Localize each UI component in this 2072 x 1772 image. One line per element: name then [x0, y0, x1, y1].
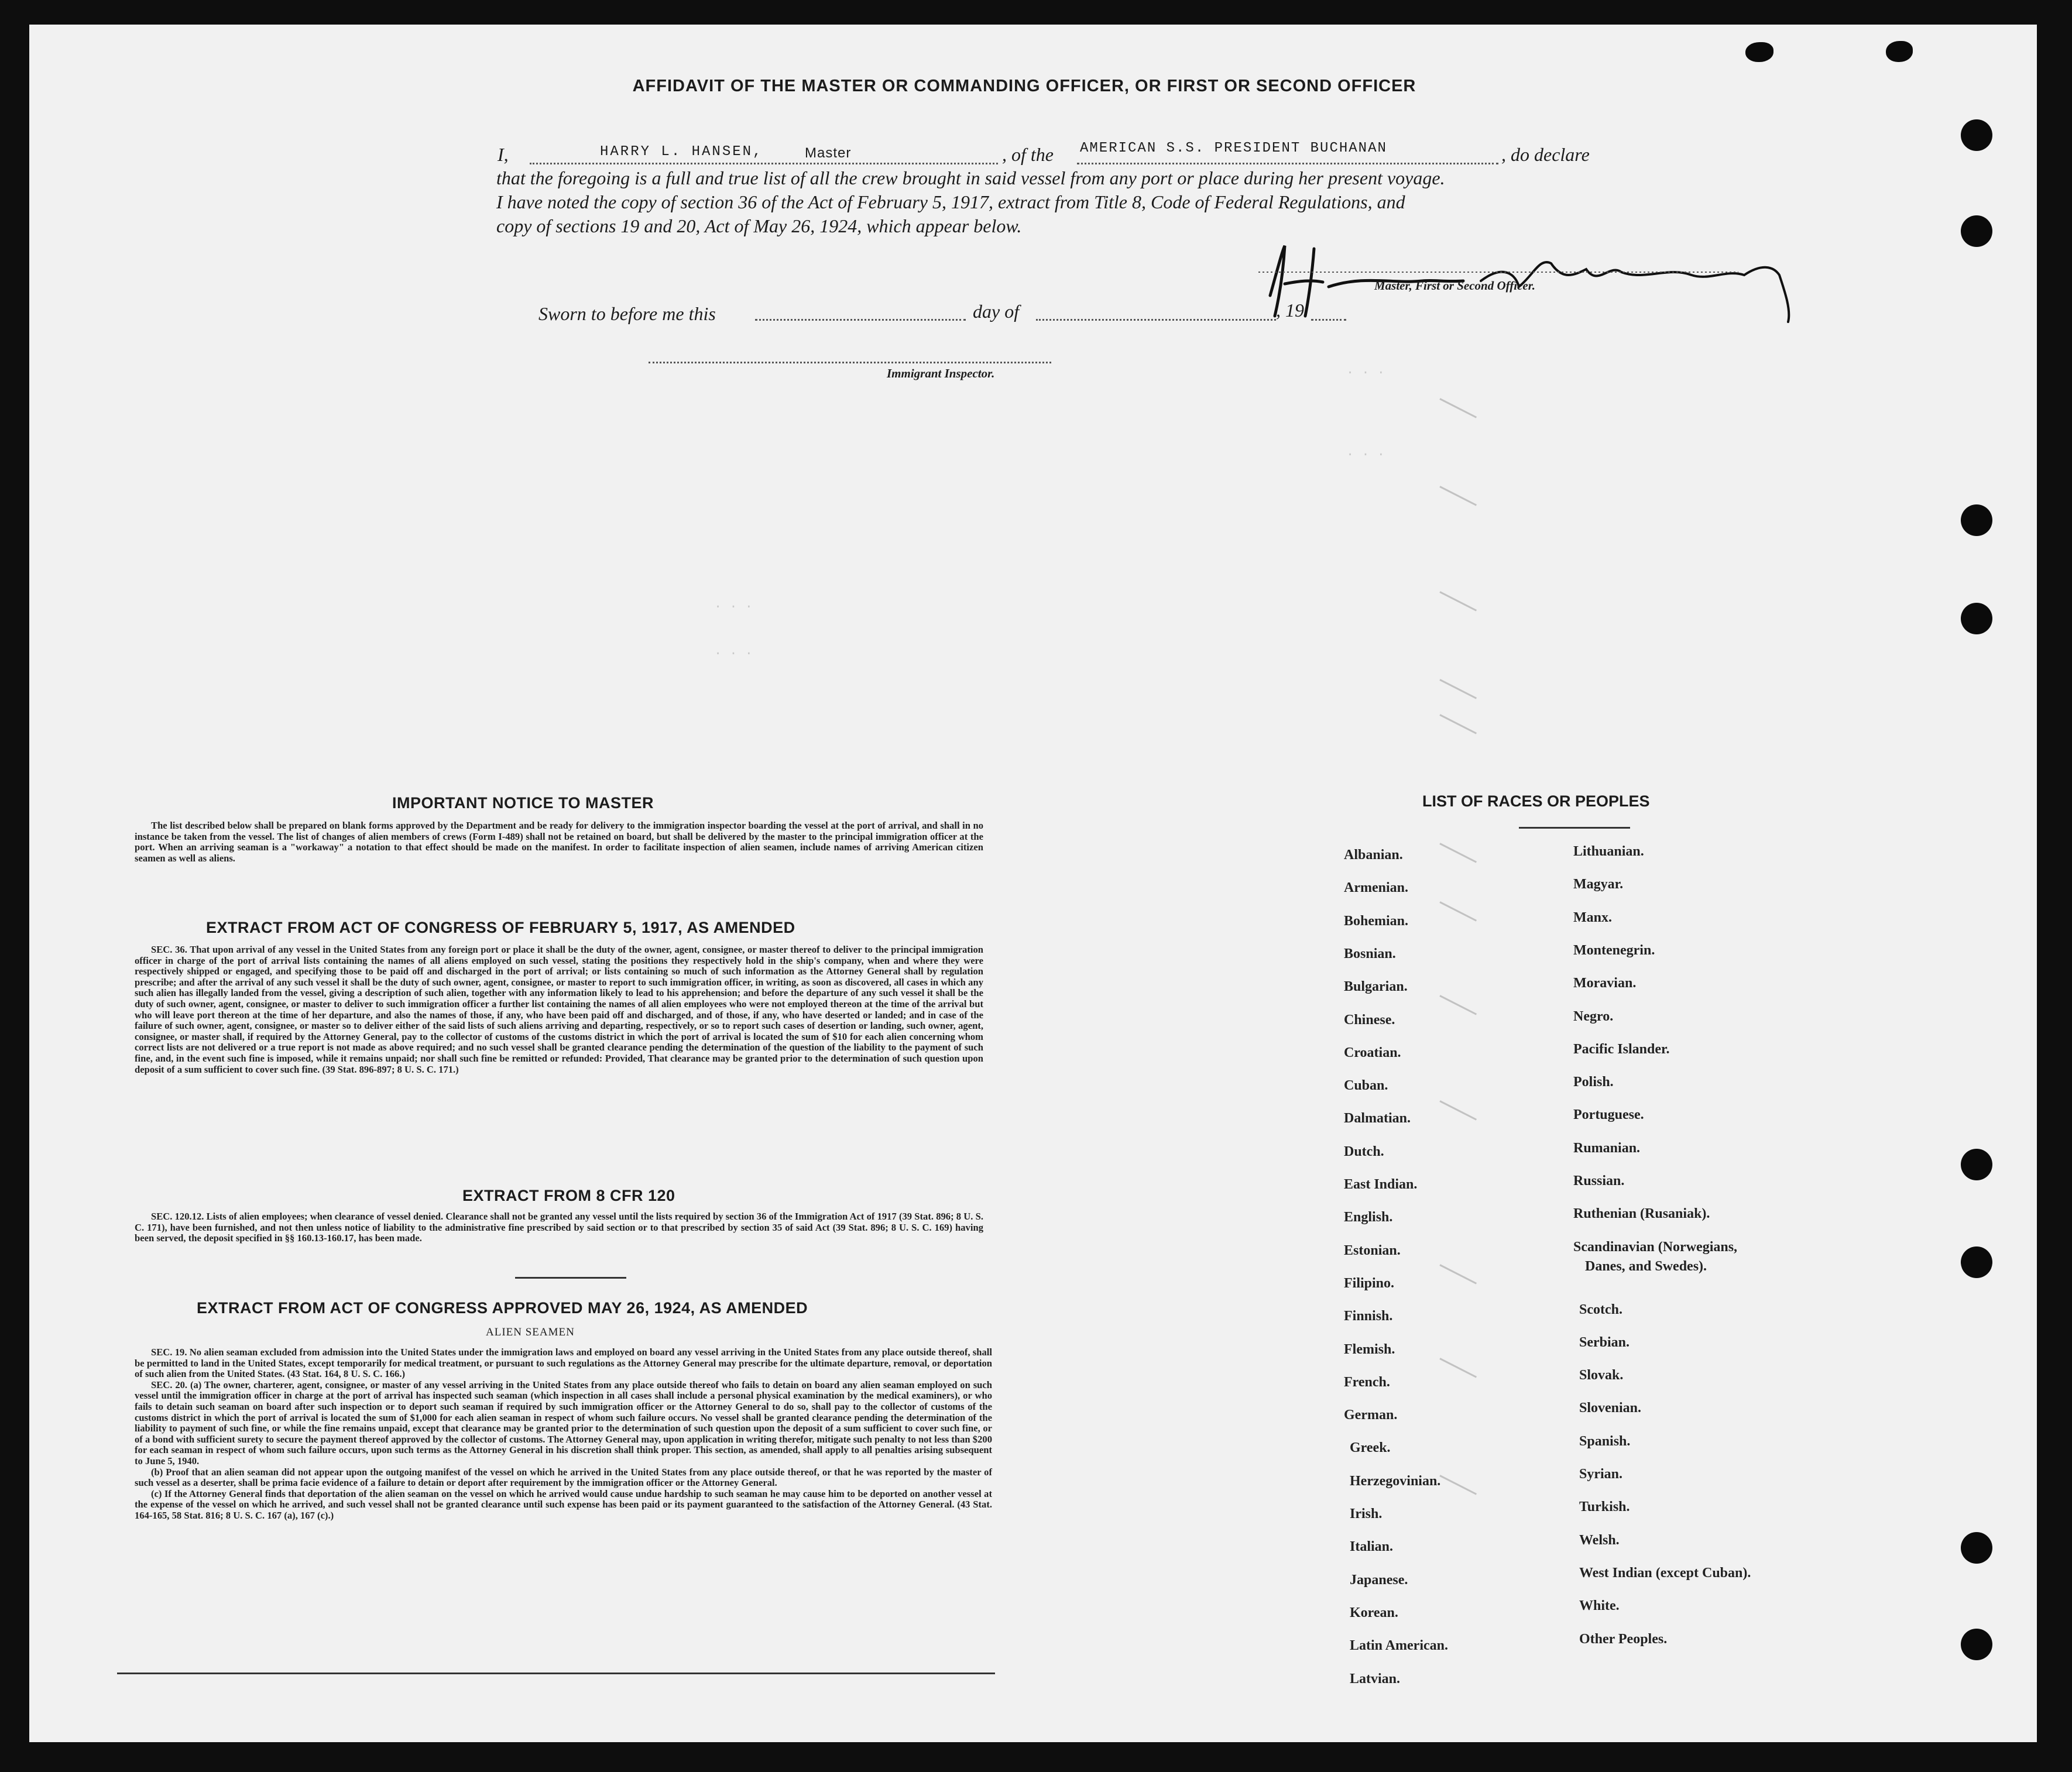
race-item: Spanish. — [1579, 1434, 1631, 1449]
punch-hole — [1961, 1149, 1992, 1180]
race-item: Rumanian. — [1573, 1141, 1641, 1156]
sec-20a-text: SEC. 20. (a) The owner, charterer, agent, consignee, or master of any vessel arriving in the United States from any place outside thereof who fails to detain on board any alien seaman employed on such vessel until the immigration officer in charge at the port of arrival has inspected such seaman (which inspection in all cases shall include a personal physical examination by the medical examiners), or who fails to detain such seaman on board after such inspection or to deport such seaman if required by such immigration officer or the Attorney General to do so, shall pay to the collector of customs of the customs district in which the port of arrival is located the sum of $1,000 for each alien seaman in respect of whom such failure occurs. No vessel shall be granted clearance pending the determination of the liability to payment of such fine, or while the fine remains unpaid, except that clearance may be granted prior to the determination of such question upon the deposit of a sum sufficient to cover such fine, or of a bond with sufficient surety to secure the payment thereof approved by the collector of customs. The Attorney General may, upon application in writing therefor, mitigate such penalty to not less than $200 for each seaman in respect of whom such failure occurs, upon such terms as the Attorney General in his discretion shall think proper. This section, as amended, shall apply to all penalties arising subsequent to June 5, 1940. — [135, 1379, 992, 1467]
races-title: LIST OF RACES OR PEOPLES — [1422, 792, 1650, 810]
inspector-line — [649, 362, 1051, 363]
extract-cfr-body — [135, 1211, 983, 1244]
race-item: Turkish. — [1579, 1499, 1630, 1515]
vessel-name-line — [1077, 163, 1498, 164]
race-item: Other Peoples. — [1579, 1632, 1668, 1647]
affidavit-line-2: that the foregoing is a full and true list of all the crew brought in said vessel from any port or place during her present voyage. — [496, 167, 1445, 188]
races-title-rule — [1519, 827, 1630, 829]
race-item: Slovenian. — [1579, 1400, 1642, 1416]
master-signature — [1258, 240, 1850, 339]
sworn-date-line — [755, 319, 966, 321]
race-item: Bulgarian. — [1344, 979, 1408, 994]
race-item: Italian. — [1350, 1539, 1394, 1554]
race-item: Croatian. — [1344, 1045, 1401, 1060]
bleed-through: . . . — [1346, 363, 1385, 377]
punch-hole — [1961, 215, 1992, 247]
race-item: East Indian. — [1344, 1177, 1418, 1192]
punch-hole — [1961, 1532, 1992, 1564]
race-item: Slovak. — [1579, 1368, 1624, 1383]
notice-text: The list described below shall be prepared on blank forms approved by the Department and be ready for delivery to the immigration inspector boarding the vessel at the port of arrival, and shall in no instance be taken from the vessel. The list of changes of alien members of crews (Form I-489) shall not be retained on board, but shall be delivered by the master to the principal immigration officer at the port. When an arriving seaman is a "workaway" a notation to that effect should be made on the manifest. In order to facilitate inspection of alien seamen, include names of arriving American citizen seamen as well as aliens. — [135, 820, 983, 864]
sworn-month-line — [1036, 319, 1276, 321]
race-item: Lithuanian. — [1573, 844, 1644, 859]
race-item: Chinese. — [1344, 1012, 1395, 1028]
sworn-label: Sworn to before me this — [538, 303, 716, 324]
race-item: Estonian. — [1344, 1243, 1401, 1258]
notice-title: IMPORTANT NOTICE TO MASTER — [392, 794, 654, 812]
affidavit-i: I, — [498, 144, 509, 165]
race-item: Albanian. — [1344, 847, 1403, 863]
inspector-caption: Immigrant Inspector. — [887, 366, 995, 380]
ink-blot — [1745, 42, 1773, 62]
punch-hole — [1961, 603, 1992, 634]
race-item: Ruthenian (Rusaniak). — [1573, 1206, 1710, 1221]
race-item: Bosnian. — [1344, 946, 1396, 961]
punch-hole — [1961, 119, 1992, 151]
race-item: White. — [1579, 1598, 1620, 1613]
race-item: Japanese. — [1350, 1572, 1408, 1588]
master-name-line — [530, 163, 998, 164]
race-item: Greek. — [1350, 1440, 1391, 1455]
sec-19-text: SEC. 19. No alien seaman excluded from admission into the United States under the immigration laws and employed on board any vessel arriving in the United States from any place outside thereof, shall be permitted to land in the United States, except temporarily for medical treatment, or pursuant to such regulations as the Attorney General may prescribe for the ultimate departure, removal, or deportation of such alien from the United States. (43 Stat. 164, 8 U. S. C. 166.) — [135, 1347, 992, 1380]
race-item: Irish. — [1350, 1506, 1383, 1522]
affidavit-title: AFFIDAVIT OF THE MASTER OR COMMANDING OFFICER, OR FIRST OR SECOND OFFICER — [632, 77, 1416, 95]
race-item: Filipino. — [1344, 1276, 1395, 1291]
race-item: Welsh. — [1579, 1533, 1620, 1548]
extract-1924-body — [135, 1347, 992, 1522]
race-item: Polish. — [1573, 1074, 1614, 1090]
section-divider — [515, 1277, 626, 1279]
race-item: Bohemian. — [1344, 914, 1409, 929]
bleed-through: . . . — [1346, 445, 1385, 459]
race-item: Moravian. — [1573, 976, 1637, 991]
affidavit-of-the: , of the — [1002, 144, 1054, 165]
race-item: Flemish. — [1344, 1342, 1395, 1357]
extract-1917-title: EXTRACT FROM ACT OF CONGRESS OF FEBRUARY 5, 1917, AS AMENDED — [206, 919, 795, 936]
master-name: HARRY L. HANSEN, — [600, 144, 763, 160]
punch-hole — [1961, 1629, 1992, 1660]
sworn-year: , 19 — [1276, 300, 1304, 321]
affidavit-line-3: I have noted the copy of section 36 of the Act of February 5, 1917, extract from Title 8, Code of Federal Regulations, and — [496, 191, 1405, 212]
sworn-year-line — [1311, 319, 1346, 321]
master-rank: Master — [805, 145, 852, 161]
race-item: Scotch. — [1579, 1302, 1622, 1317]
race-item: Syrian. — [1579, 1467, 1623, 1482]
race-item: Scandinavian (Norwegians, — [1573, 1239, 1738, 1255]
extract-1924-title: EXTRACT FROM ACT OF CONGRESS APPROVED MAY 26, 1924, AS AMENDED — [197, 1299, 808, 1317]
race-item: English. — [1344, 1210, 1393, 1225]
sec-20c-text: (c) If the Attorney General finds that deportation of the alien seaman on the vessel on which he arrived would cause undue hardship to such seaman he may cause him to be deported on another vessel at the expense of the vessel on which he arrived, and such vessel shall not be granted clearance until such expense has been paid or its payment guaranteed to the satisfaction of the Attorney General. (43 Stat. 164-165, 58 Stat. 816; 8 U. S. C. 167 (a), 167 (c).) — [135, 1488, 992, 1521]
punch-hole — [1961, 504, 1992, 536]
extract-cfr-text: SEC. 120.12. Lists of alien employees; when clearance of vessel denied. Clearance shall not be granted any vessel until the lists required by section 36 of the Immigration Act of 1917 (39 Stat. 896; 8 U. S. C. 171), have been furnished, and not then unless notice of liability to the administrative fine prescribed by said section or to that prescribed by section 35 of said Act (39 Stat. 896; 8 U. S. C. 169) having been served, the deposit specified in §§ 160.13-160.17, has been made. — [135, 1211, 983, 1244]
race-item: Magyar. — [1573, 877, 1624, 892]
race-item: Serbian. — [1579, 1335, 1630, 1350]
affidavit-do-declare: , do declare — [1501, 144, 1590, 165]
extract-1917-text: SEC. 36. That upon arrival of any vessel in the United States from any foreign port or place it shall be the duty of the owner, agent, consignee, or master thereof to deliver to the principal immigration officer in charge of the port of arrival lists containing the names of all aliens employed on such vessel, stating the positions they respectively hold in the ship's company, when and where they were respectively shipped or engaged, and specifying those to be paid off and discharged in the port of arrival; or lists containing so much of such information as the Attorney General shall by regulation prescribe; and after the arrival of any such vessel it shall be the duty of such owner, agent, consignee, or master to report to such immigration officer, in writing, as soon as discovered, all cases in which any such alien has illegally landed from the vessel, giving a description of such alien, together with any information likely to lead to his apprehension; and before the departure of any such vessel it shall be the duty of such owner, agent, consignee, or master to deliver to such immigration officer a further list containing the names of all alien employees who were not employed thereon at the time of the arrival but who will leave port thereon at the time of her departure, and also the names of those, if any, who have been paid off and discharged, and of those, if any, who have deserted or landed; and in case of the failure of such owner, agent, consignee, or master so to deliver either of the said lists of such aliens arriving and departing, respectively, or so to report such cases of desertion or landing, such owner, agent, consignee, or master shall, if required by the Attorney General, pay to the collector of customs of the customs district in which the port of arrival is located the sum of $10 for each alien concerning whom correct lists are not delivered or a true report is not made as above required; and no such vessel shall be granted clearance pending the determination of the question of the liability to the payment of such fine, and, in the event such fine is imposed, while it remains unpaid; nor shall such fine be remitted or refunded: Provided, That clearance may be granted prior to the determination of such question upon deposit of a sum sufficient to cover such fine. (39 Stat. 896-897; 8 U. S. C. 171.) — [135, 944, 983, 1075]
race-item: Cuban. — [1344, 1078, 1388, 1093]
race-item: Latin American. — [1350, 1638, 1448, 1653]
race-item: West Indian (except Cuban). — [1579, 1565, 1751, 1581]
race-item: Dalmatian. — [1344, 1111, 1411, 1126]
race-item: Herzegovinian. — [1350, 1474, 1441, 1489]
extract-1917-body — [135, 945, 983, 1075]
race-item: Danes, and Swedes). — [1585, 1259, 1707, 1274]
race-item: French. — [1344, 1375, 1390, 1390]
bleed-through: . . . — [714, 644, 753, 658]
punch-hole — [1961, 1246, 1992, 1278]
race-item: German. — [1344, 1407, 1398, 1423]
notice-body — [135, 820, 983, 864]
vessel-name: AMERICAN S.S. PRESIDENT BUCHANAN — [1080, 140, 1387, 156]
race-item: Armenian. — [1344, 880, 1408, 895]
sec-20b-text: (b) Proof that an alien seaman did not appear upon the outgoing manifest of the vessel on which he arrived in the United States from any place outside thereof, or that he was reported by the master of such vessel as a deserter, shall be prima facie evidence of a failure to detain or deport after requirement by the immigration officer or the Attorney General. — [135, 1466, 992, 1489]
race-item: Portuguese. — [1573, 1107, 1644, 1122]
affidavit-line-4: copy of sections 19 and 20, Act of May 26, 1924, which appear below. — [496, 215, 1022, 236]
race-item: Pacific Islander. — [1573, 1042, 1670, 1057]
signature-caption: Master, First or Second Officer. — [1374, 279, 1535, 293]
race-item: Dutch. — [1344, 1144, 1384, 1159]
extract-cfr-title: EXTRACT FROM 8 CFR 120 — [462, 1187, 675, 1204]
bottom-rule — [117, 1673, 995, 1674]
sworn-day-of: day of — [973, 301, 1020, 322]
ink-blot — [1886, 41, 1913, 62]
alien-seamen-subtitle: ALIEN SEAMEN — [486, 1326, 575, 1338]
race-item: Russian. — [1573, 1173, 1625, 1189]
race-item: Manx. — [1573, 910, 1612, 925]
race-item: Montenegrin. — [1573, 943, 1655, 958]
bleed-through: . . . — [714, 597, 753, 612]
race-item: Latvian. — [1350, 1671, 1401, 1687]
race-item: Finnish. — [1344, 1309, 1393, 1324]
race-item: Korean. — [1350, 1605, 1398, 1620]
race-item: Negro. — [1573, 1009, 1614, 1024]
